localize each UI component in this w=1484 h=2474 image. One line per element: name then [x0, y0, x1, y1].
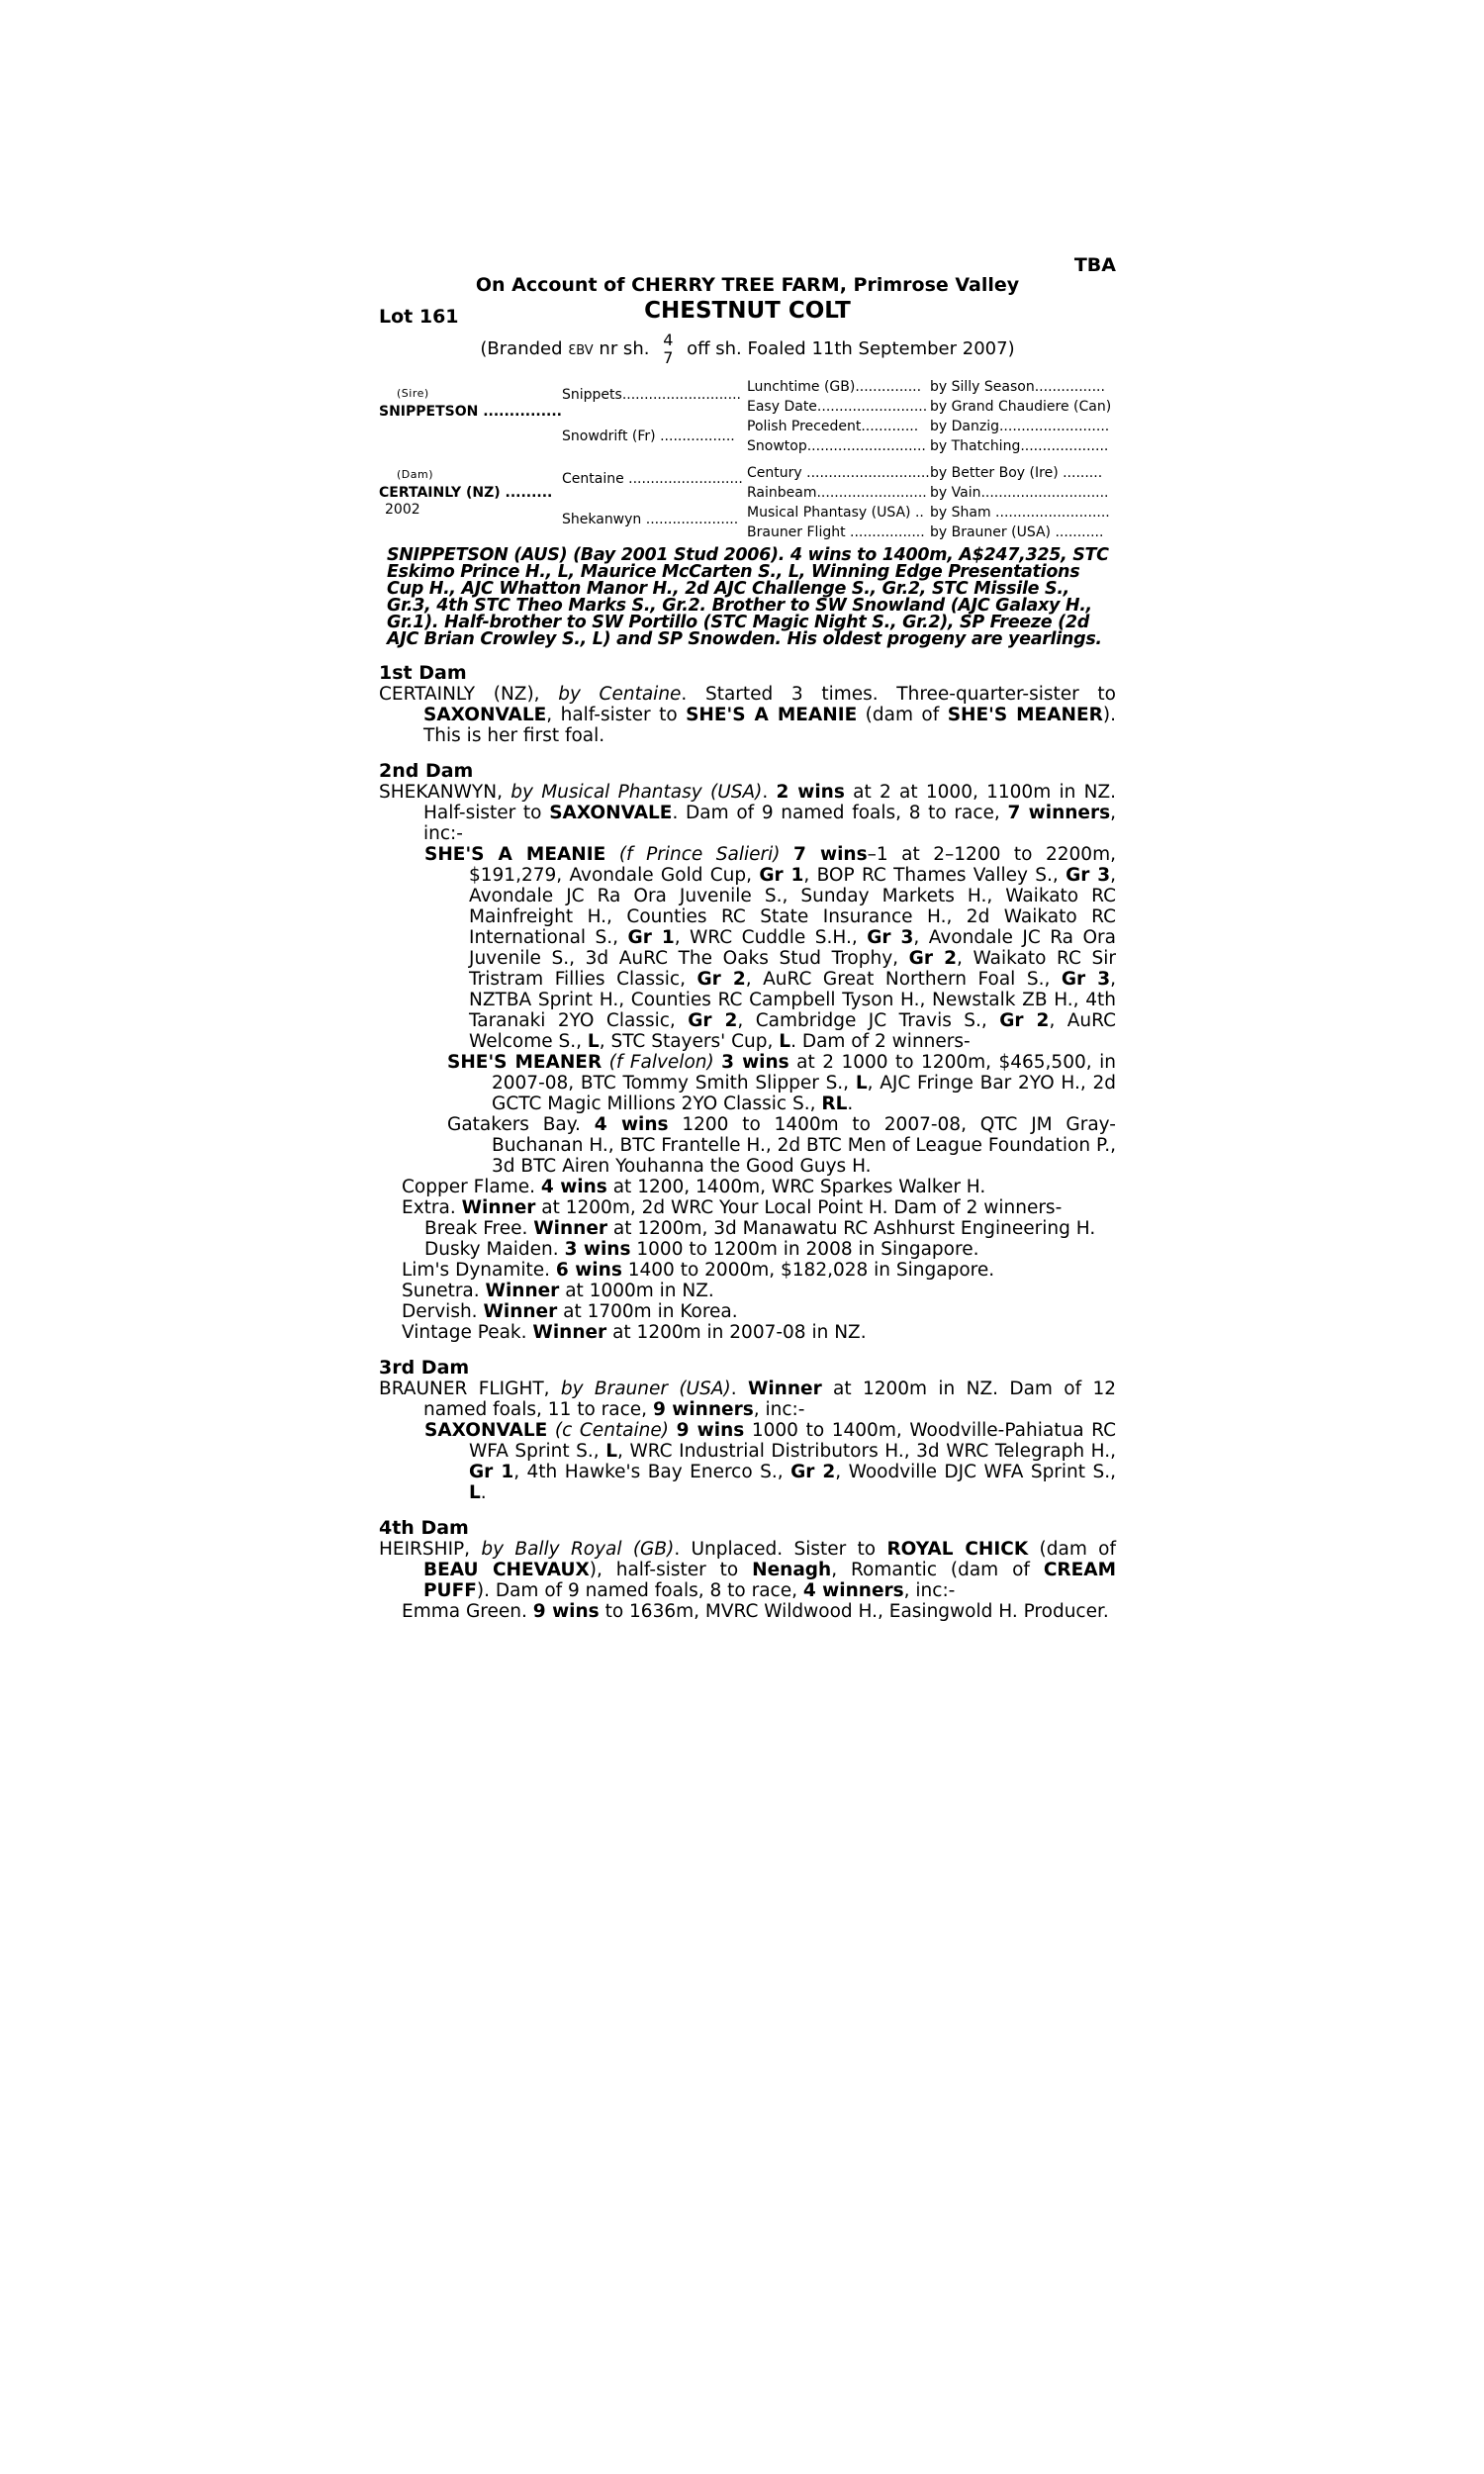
- b4: –1 at 2–1200 to 2200m, $191,279, Avondale Gold Cup,: [469, 844, 1116, 886]
- dam2-t3: at 2 at 1000, 1100m in NZ. Half-sister to: [423, 782, 1117, 823]
- brand-line: [379, 332, 1116, 367]
- b23: L: [587, 1031, 600, 1052]
- b10: , WRC Cuddle S.H.,: [674, 927, 858, 948]
- branded-pre: (Branded: [480, 338, 563, 359]
- b12: , Avondale JC Ra Ora Juvenile S., 3d AuRC The Oaks Stud Trophy,: [469, 927, 1116, 969]
- progeny-emma-green: [379, 1601, 1116, 1622]
- g1: Break Free.: [424, 1218, 528, 1239]
- dam1-t4: SHE'S A MEANIE: [686, 705, 858, 725]
- f3: at 1200m, 2d WRC Your Local Point H. Dam of 2 winners-: [541, 1197, 1063, 1218]
- sire-name: SNIPPETSON ...............: [379, 404, 562, 420]
- ggs8: Brauner Flight .................: [747, 524, 925, 540]
- progeny-copper-flame: [379, 1177, 1116, 1197]
- k2: Winner: [483, 1301, 558, 1322]
- by3: by Danzig.........................: [930, 419, 1110, 434]
- b1: SHE'S A MEANIE: [424, 844, 606, 865]
- dam2-t4: SAXONVALE: [549, 803, 673, 823]
- dam4-t5: ), half-sister to: [589, 1560, 739, 1580]
- b25: L: [779, 1031, 791, 1052]
- i3: 1400 to 2000m, $182,028 in Singapore.: [627, 1260, 995, 1281]
- dam4-t8: CREAM PUFF: [423, 1560, 1116, 1601]
- b14: , Waikato RC Sir Tristram Fillies Classic,: [469, 948, 1116, 990]
- dam1-name: CERTAINLY (NZ),: [379, 684, 540, 705]
- vendor-line: On Account of CHERRY TREE FARM, Primrose Valley: [475, 274, 1020, 296]
- b13: Gr 2: [908, 948, 958, 969]
- s10: , Woodville DJC WFA Sprint S.,: [835, 1462, 1116, 1482]
- lot-number: Lot 161: [379, 306, 459, 328]
- progeny-extra: [379, 1197, 1116, 1218]
- dam4-t6: Nenagh: [752, 1560, 832, 1580]
- lot-row: [379, 296, 1116, 330]
- sire-label: (Sire): [397, 387, 429, 400]
- eg2: 9 wins: [532, 1601, 600, 1622]
- b21: Gr 2: [999, 1010, 1050, 1031]
- b5: Gr 1: [759, 865, 804, 886]
- dam4-t1: . Unplaced. Sister to: [674, 1539, 877, 1560]
- dam2-name: SHEKANWYN,: [379, 782, 503, 803]
- dam4-t7: , Romantic (dam of: [831, 1560, 1030, 1580]
- progeny-break-free: [402, 1218, 1116, 1239]
- c3: 3 wins: [721, 1052, 789, 1073]
- j1: Sunetra.: [402, 1281, 480, 1301]
- dam-name: CERTAINLY (NZ) .........: [379, 485, 553, 501]
- e1: Copper Flame.: [402, 1177, 535, 1197]
- eg1: Emma Green.: [402, 1601, 527, 1622]
- dam2-t7: , inc:-: [423, 803, 1116, 844]
- c6: , AJC Fringe Bar 2YO H., 2d GCTC Magic Millions 2YO Classic S.,: [492, 1073, 1116, 1114]
- b8: , Avondale JC Ra Ora Juvenile S., Sunday Markets H., Waikato RC Mainfreight H., Counties RC State Insurance H., 2d Waikato RC International S.,: [469, 865, 1117, 948]
- ggs3: Polish Precedent.............: [747, 419, 919, 434]
- s5: L: [605, 1441, 618, 1462]
- progeny-sunetra: [379, 1281, 1116, 1301]
- b16: , AuRC Great Northern Foal S.,: [745, 969, 1051, 990]
- b7: Gr 3: [1066, 865, 1111, 886]
- c4: at 2 1000 to 1200m, $465,500, in 2007-08, BTC Tommy Smith Slipper S.,: [492, 1052, 1116, 1094]
- branded-mid: nr sh.: [599, 338, 650, 359]
- progeny-dusky-maiden: [402, 1239, 1116, 1260]
- b3: 7 wins: [793, 844, 868, 865]
- dam1-heading: 1st Dam: [379, 662, 467, 684]
- by5: by Better Boy (Ire) .........: [930, 465, 1103, 481]
- dam4-name: HEIRSHIP,: [379, 1539, 471, 1560]
- l1: Vintage Peak.: [402, 1322, 527, 1343]
- dam1-entry: [379, 684, 1116, 746]
- dam1-t1: . Started 3 times. Three-quarter-sister to: [681, 684, 1116, 705]
- catalogue-page: [379, 252, 1116, 1622]
- dam4-sire: by Bally Royal (GB): [481, 1539, 675, 1560]
- dam4-t4: BEAU CHEVAUX: [423, 1560, 590, 1580]
- dam3-entry: [379, 1379, 1116, 1420]
- c1: SHE'S MEANER: [447, 1052, 603, 1073]
- l2: Winner: [532, 1322, 607, 1343]
- k3: at 1700m in Korea.: [563, 1301, 738, 1322]
- granddam-sire-side: Snowdrift (Fr) .................: [562, 428, 735, 444]
- dam3-t5: , inc:-: [753, 1399, 805, 1420]
- s6: , WRC Industrial Distributors H., 3d WRC Telegraph H.,: [617, 1441, 1116, 1462]
- s3: 9 wins: [676, 1420, 745, 1441]
- dam4-t11: , inc:-: [903, 1580, 956, 1601]
- s2: (c Centaine): [554, 1420, 669, 1441]
- dam4-t3: (dam of: [1039, 1539, 1116, 1560]
- dam1-t6: SHE'S MEANER: [947, 705, 1103, 725]
- dam2-t5: . Dam of 9 named foals, 8 to race,: [672, 803, 1000, 823]
- b24: , STC Stayers' Cup,: [599, 1031, 774, 1052]
- brand-fraction: [663, 332, 673, 367]
- dam1-t3: , half-sister to: [546, 705, 678, 725]
- progeny-vintage-peak: [379, 1322, 1116, 1343]
- d2: 4 wins: [594, 1114, 669, 1135]
- h2: 3 wins: [564, 1239, 631, 1260]
- ggs5: Century ............................: [747, 465, 930, 481]
- e3: at 1200, 1400m, WRC Sparkes Walker H.: [612, 1177, 986, 1197]
- ggs4: Snowtop...........................: [747, 438, 926, 454]
- f2: Winner: [461, 1197, 536, 1218]
- ggs6: Rainbeam.........................: [747, 485, 927, 501]
- b2: (f Prince Salieri): [618, 844, 781, 865]
- d1: Gatakers Bay.: [447, 1114, 581, 1135]
- dam2-t6: 7 winners: [1007, 803, 1111, 823]
- l3: at 1200m in 2007-08 in NZ.: [612, 1322, 867, 1343]
- grandsire-dam-side: Centaine ..........................: [562, 471, 743, 487]
- dam4-heading: 4th Dam: [379, 1517, 469, 1539]
- b9: Gr 1: [627, 927, 675, 948]
- s11: L: [469, 1482, 481, 1503]
- dam2-t1: .: [762, 782, 769, 803]
- granddam: Shekanwyn .....................: [562, 512, 739, 527]
- h1: Dusky Maiden.: [424, 1239, 559, 1260]
- i2: 6 wins: [555, 1260, 622, 1281]
- b19: Gr 2: [688, 1010, 738, 1031]
- dam4-t9: ). Dam of 9 named foals, 8 to race,: [476, 1580, 797, 1601]
- b17: Gr 3: [1061, 969, 1111, 990]
- dam3-sire: by Brauner (USA): [560, 1379, 731, 1399]
- g2: Winner: [533, 1218, 607, 1239]
- dam4-t2: ROYAL CHICK: [886, 1539, 1029, 1560]
- by4: by Thatching....................: [930, 438, 1109, 454]
- s1: SAXONVALE: [424, 1420, 548, 1441]
- ggs1: Lunchtime (GB)...............: [747, 379, 922, 395]
- c5: L: [855, 1073, 868, 1094]
- dam-label: (Dam): [397, 468, 434, 481]
- sire-description: SNIPPETSON (AUS) (Bay 2001 Stud 2006). 4 wins to 1400m, A$247,325, STC Eskimo Prince H., L, Maurice McCarten S., L, Winning Edge Presentations Cup H., AJC Whatton Manor H., 2d AJC Challenge S., Gr.2, STC Missile S., Gr.3, 4th STC Theo Marks S., Gr.2. Brother to SW Snowland (AJC Galaxy H., Gr.1). Half-brother to SW Portillo (STC Magic Night S., Gr.2), SP Freeze (2d AJC Brian Crowley S., L) and SP Snowden. His oldest progeny are yearlings.: [387, 545, 1109, 649]
- dam3-t3: at 1200m in NZ. Dam of 12 named foals, 11 to race,: [423, 1379, 1116, 1420]
- fraction-top: 4: [663, 331, 674, 349]
- dam3-name: BRAUNER FLIGHT,: [379, 1379, 550, 1399]
- j2: Winner: [485, 1281, 560, 1301]
- s7: Gr 1: [469, 1462, 514, 1482]
- brand-mark: ƐBV: [568, 343, 594, 358]
- f1: Extra.: [402, 1197, 456, 1218]
- by7: by Sham ..........................: [930, 505, 1110, 521]
- dam1-t2: SAXONVALE: [423, 705, 547, 725]
- d3: 1200 to 1400m to 2007-08, QTC JM Gray-Buchanan H., BTC Frantelle H., 2d BTC Men of League Foundation P., 3d BTC Airen Youhanna the Good Guys H.: [492, 1114, 1116, 1177]
- c7: RL: [821, 1094, 848, 1114]
- b20: , Cambridge JC Travis S.,: [737, 1010, 987, 1031]
- s9: Gr 2: [790, 1462, 836, 1482]
- tba-label: TBA: [1073, 254, 1116, 276]
- dam2-entry: [379, 782, 1116, 844]
- fraction-bottom: 7: [663, 348, 674, 367]
- pedigree-table: [379, 379, 1116, 540]
- dam2-sire: by Musical Phantasy (USA): [510, 782, 763, 803]
- j3: at 1000m in NZ.: [565, 1281, 714, 1301]
- dam1-t5: (dam of: [865, 705, 940, 725]
- b15: Gr 2: [696, 969, 746, 990]
- progeny-saxonvale: [379, 1420, 1116, 1503]
- progeny-dervish: [379, 1301, 1116, 1322]
- dam1-t7: ). This is her first foal.: [423, 705, 1116, 746]
- eg3: to 1636m, MVRC Wildwood H., Easingwold H. Producer.: [604, 1601, 1109, 1622]
- grandsire: Snippets...........................: [562, 387, 741, 403]
- dam3-t1: .: [730, 1379, 737, 1399]
- by6: by Vain.............................: [930, 485, 1109, 501]
- progeny-lims-dynamite: [379, 1260, 1116, 1281]
- dam3-heading: 3rd Dam: [379, 1357, 470, 1379]
- branded-post: off sh. Foaled 11th September 2007): [687, 338, 1015, 359]
- lot-title: CHESTNUT COLT: [644, 298, 851, 324]
- i1: Lim's Dynamite.: [402, 1260, 551, 1281]
- dam1-sire: by Centaine: [558, 684, 682, 705]
- b22: , AuRC Welcome S.,: [469, 1010, 1116, 1052]
- ggs7: Musical Phantasy (USA) ..: [747, 505, 924, 521]
- s12: .: [480, 1482, 487, 1503]
- b6: , BOP RC Thames Valley S.,: [803, 865, 1059, 886]
- b18: , NZTBA Sprint H., Counties RC Campbell Tyson H., Newstalk ZB H., 4th Taranaki 2YO Classic,: [469, 969, 1116, 1031]
- by1: by Silly Season................: [930, 379, 1105, 395]
- dam3-t4: 9 winners: [652, 1399, 754, 1420]
- b11: Gr 3: [867, 927, 914, 948]
- dam3-t2: Winner: [747, 1379, 822, 1399]
- by2: by Grand Chaudiere (Can): [930, 399, 1112, 415]
- progeny-gatakers-bay: [402, 1114, 1116, 1177]
- dam4-t10: 4 winners: [802, 1580, 904, 1601]
- dam4-entry: [379, 1539, 1116, 1601]
- ggs2: Easy Date.........................: [747, 399, 928, 415]
- progeny-shes-meaner: [402, 1052, 1116, 1114]
- h3: 1000 to 1200m in 2008 in Singapore.: [636, 1239, 979, 1260]
- c8: .: [847, 1094, 854, 1114]
- s8: , 4th Hawke's Bay Enerco S.,: [513, 1462, 784, 1482]
- progeny-shes-a-meanie: [379, 844, 1116, 1052]
- k1: Dervish.: [402, 1301, 478, 1322]
- pedigree-notes: [379, 662, 1116, 1622]
- dam2-heading: 2nd Dam: [379, 760, 474, 782]
- by8: by Brauner (USA) ...........: [930, 524, 1104, 540]
- dam2-t2: 2 wins: [776, 782, 845, 803]
- g3: at 1200m, 3d Manawatu RC Ashhurst Engineering H.: [612, 1218, 1096, 1239]
- c2: (f Falvelon): [608, 1052, 714, 1073]
- dam-year: 2002: [385, 502, 420, 518]
- e2: 4 wins: [540, 1177, 607, 1197]
- b26: . Dam of 2 winners-: [790, 1031, 971, 1052]
- s4: 1000 to 1400m, Woodville-Pahiatua RC WFA Sprint S.,: [469, 1420, 1116, 1462]
